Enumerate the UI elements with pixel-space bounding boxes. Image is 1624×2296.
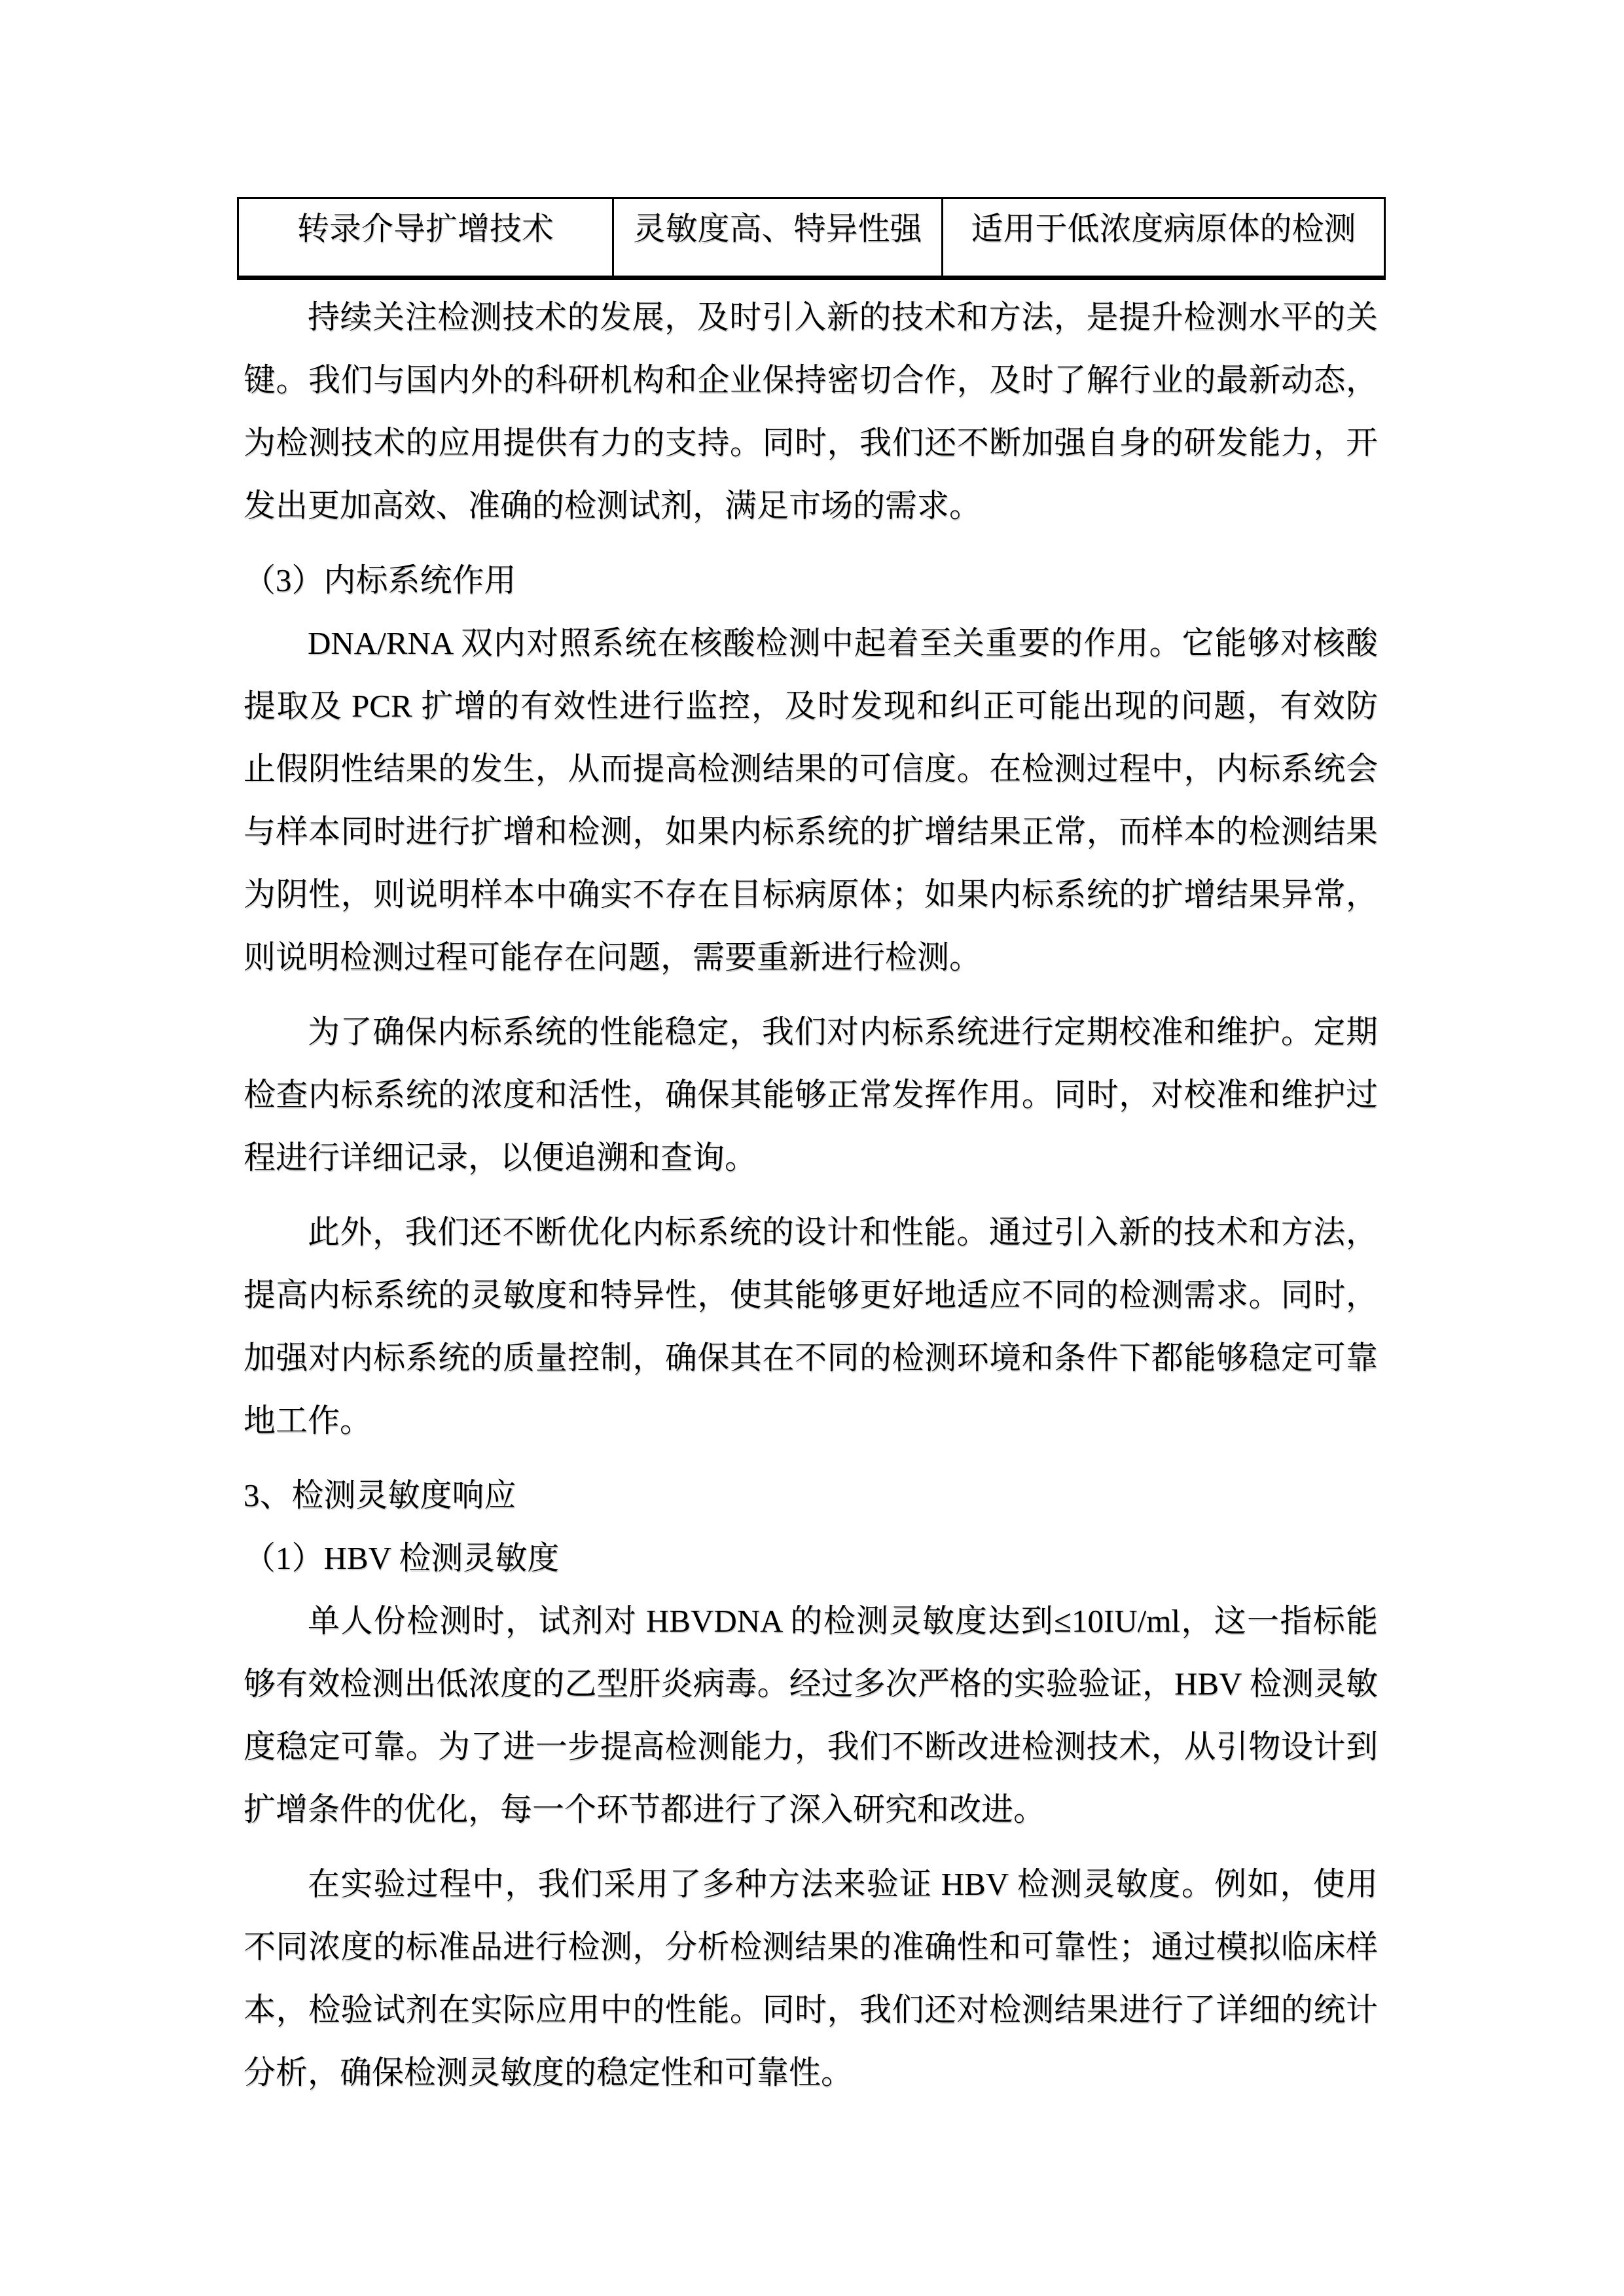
- table-cell-technology: 转录介导扩增技术: [238, 198, 613, 278]
- table-cell-application: 适用于低浓度病原体的检测: [943, 198, 1385, 278]
- page-content: [244, 197, 1378, 2104]
- heading-internal-standard-system: （3）内标系统作用: [244, 562, 516, 598]
- heading-hbv-sensitivity: （1）HBV 检测灵敏度: [244, 1540, 560, 1576]
- paragraph-calibration-maintenance: 为了确保内标系统的性能稳定，我们对内标系统进行定期校准和维护。定期检查内标系统的浓度和活性，确保其能够正常发挥作用。同时，对校准和维护过程进行详细记录，以便追溯和查询。: [244, 1014, 1378, 1175]
- paragraph-optimization: 此外，我们还不断优化内标系统的设计和性能。通过引入新的技术和方法，提高内标系统的灵敏度和特异性，使其能够更好地适应不同的检测需求。同时，加强对内标系统的质量控制，确保其在不同的检测环境和条件下都能够稳定可靠地工作。: [244, 1214, 1378, 1439]
- table-row: [238, 198, 1385, 278]
- paragraph-tech-development: 持续关注检测技术的发展，及时引入新的技术和方法，是提升检测水平的关键。我们与国内外的科研机构和企业保持密切合作，及时了解行业的最新动态，为检测技术的应用提供有力的支持。同时，我们还不断加强自身的研发能力，开发出更加高效、准确的检测试剂，满足市场的需求。: [244, 299, 1378, 524]
- table-cell-advantage: 灵敏度高、特异性强: [613, 198, 943, 278]
- paragraph-internal-control-role: DNA/RNA 双内对照系统在核酸检测中起着至关重要的作用。它能够对核酸提取及 PCR 扩增的有效性进行监控，及时发现和纠正可能出现的问题，有效防止假阴性结果的发生，从而提高检测结果的可信度。在检测过程中，内标系统会与样本同时进行扩增和检测，如果内标系统的扩增结果正常，而样本的检测结果为阴性，则说明样本中确实不存在目标病原体；如果内标系统的扩增结果异常，则说明检测过程可能存在问题，需要重新进行检测。: [244, 625, 1378, 975]
- paragraph-experiment-validation: 在实验过程中，我们采用了多种方法来验证 HBV 检测灵敏度。例如，使用不同浓度的标准品进行检测，分析检测结果的准确性和可靠性；通过模拟临床样本，检验试剂在实际应用中的性能。同时，我们还对检测结果进行了详细的统计分析，确保检测灵敏度的稳定性和可靠性。: [244, 1866, 1378, 2090]
- paragraph-hbv-sensitivity-detail: 单人份检测时，试剂对 HBVDNA 的检测灵敏度达到≤10IU/ml，这一指标能够有效检测出低浓度的乙型肝炎病毒。经过多次严格的实验验证，HBV 检测灵敏度稳定可靠。为了进一步提高检测能力，我们不断改进检测技术，从引物设计到扩增条件的优化，每一个环节都进行了深入研究和改进。: [244, 1603, 1378, 1827]
- heading-detection-sensitivity: 3、检测灵敏度响应: [244, 1477, 516, 1513]
- feature-table: [237, 197, 1386, 280]
